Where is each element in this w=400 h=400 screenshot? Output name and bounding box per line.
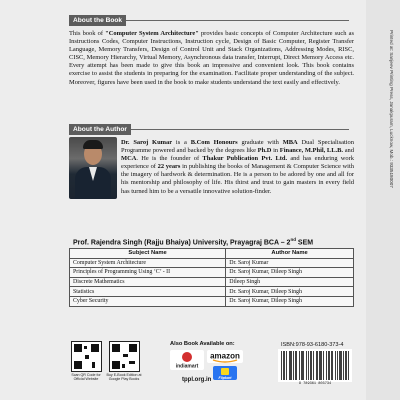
column-header: Subject Name	[70, 249, 226, 259]
book-title: "Computer System Architecture"	[105, 30, 199, 37]
indiamart-icon	[170, 350, 204, 370]
table-row	[70, 287, 354, 297]
indiamart-logo[interactable]	[170, 350, 204, 370]
subject-cell: Statistics	[70, 287, 226, 297]
author-degree: MBA	[282, 139, 298, 146]
author-text: in	[271, 147, 280, 155]
author-text: . He is the founder of	[136, 155, 203, 163]
author-cell: Dr. Saroj Kumar, Dileep Singh	[226, 268, 354, 278]
subject-table	[69, 248, 354, 307]
website-link[interactable]: tppl.org.in	[182, 377, 212, 383]
publisher-name: Thakur Publication Pvt. Ltd.	[202, 155, 288, 163]
semester-text: SEM	[295, 239, 314, 247]
about-book-text	[69, 30, 354, 87]
about-book-text-a: This book of	[69, 30, 106, 37]
author-degree: B.Com Honours	[190, 139, 238, 146]
experience-years: 22 years	[157, 163, 181, 171]
amazon-text: amazon	[210, 351, 240, 361]
table-row	[70, 258, 354, 268]
flipkart-logo[interactable]	[213, 366, 237, 380]
isbn-label: ISBN:978-93-6180-373-4	[281, 342, 344, 348]
subject-cell: Cyber Security	[70, 296, 226, 306]
about-book-text-b: provides basic concepts of Computer Architecture such as Instructions Codes, Computer Instructions, Instruction cycle, Design of Basic Computer, Register Transfer Language, Memory Transfers, Design of Control Unit and Stack Organizations, Addressing Modes, RISC, CISC, Memory Hierarchy, Virtual Memory, Asynchronous data transfer, Interrupt, Direct Memory Access etc. Every attempt has been made to give this book an impressive and convenient look. This book contains exercise to assist the students in preparing for the examination. Facilitate proper understanding of the subject. Moreover, figures have been used in the book to make students understand the text easily and effectively.	[69, 30, 354, 86]
semester-suffix: nd	[290, 237, 296, 242]
about-author-heading: About the Author	[69, 124, 131, 135]
author-cell: Dr. Saroj Kumar, Dileep Singh	[226, 287, 354, 297]
author-text: and has enduring work experience of	[121, 155, 354, 171]
isbn-barcode	[278, 349, 352, 382]
printer-info: Printed at: Sanjeev Printing Press, Janakpuram, Lucknow, Mob.: 9335180007	[389, 30, 394, 188]
author-text: is a	[172, 139, 191, 146]
subject-cell: Discrete Mathematics	[70, 277, 226, 287]
author-degree: MCA	[121, 155, 137, 163]
indiamart-text: indiamart	[175, 363, 199, 370]
author-text: and	[343, 147, 354, 155]
book-spine	[366, 0, 400, 400]
flipkart-text: Flipkart	[218, 375, 232, 380]
flipkart-icon	[213, 366, 237, 380]
table-row	[70, 268, 354, 278]
author-cell: Dr. Saroj Kumar	[226, 258, 354, 268]
author-photo	[69, 137, 117, 199]
author-degree: Ph.D	[257, 147, 272, 155]
table-row	[70, 296, 354, 306]
author-name: Dr. Saroj Kumar	[121, 139, 173, 146]
author-cell: Dr. Saroj Kumar, Dileep Singh	[226, 296, 354, 306]
university-text: Prof. Rajendra Singh (Rajju Bhaiya) University, Prayagraj BCA – 2	[73, 239, 291, 247]
author-text: Dual Specialisation Programme powered and backed by the degrees like	[121, 139, 354, 155]
about-book-heading: About the Book	[69, 15, 126, 26]
qr-caption-ebook: Buy E-Book Edition at Google Play Books	[106, 373, 142, 382]
about-author-text	[121, 139, 354, 196]
subject-cell: Principles of Programming Using ‘C’ - II	[70, 268, 226, 278]
author-degree: Finance, M.Phil, LL.B.	[279, 147, 344, 155]
author-text: in publishing the books of Management & Computer Science with the imagery of hardwork & determination. He is a person to be adored by one and all for his mentorship and philosophy of life. His thirst and trust to gain masters in every field has turned him to be a versatile innovative solution-finder.	[121, 163, 354, 195]
barcode-icon	[278, 349, 352, 382]
table-header-row	[70, 249, 354, 259]
author-text: graduate with	[237, 139, 283, 146]
also-available-label: Also Book Available on:	[170, 341, 235, 347]
qr-caption-website: Scan QR Code for Official Website	[71, 373, 101, 382]
amazon-logo[interactable]	[207, 350, 243, 363]
table-row	[70, 277, 354, 287]
subject-cell: Computer System Architecture	[70, 258, 226, 268]
barcode-number: 9 789361 803734	[298, 382, 332, 386]
amazon-icon	[207, 350, 243, 363]
website-qr-code[interactable]	[71, 341, 102, 372]
ebook-qr-code[interactable]	[109, 341, 140, 372]
university-course-line	[73, 237, 313, 246]
column-header: Author Name	[226, 249, 354, 259]
author-cell: Dileep Singh	[226, 277, 354, 287]
